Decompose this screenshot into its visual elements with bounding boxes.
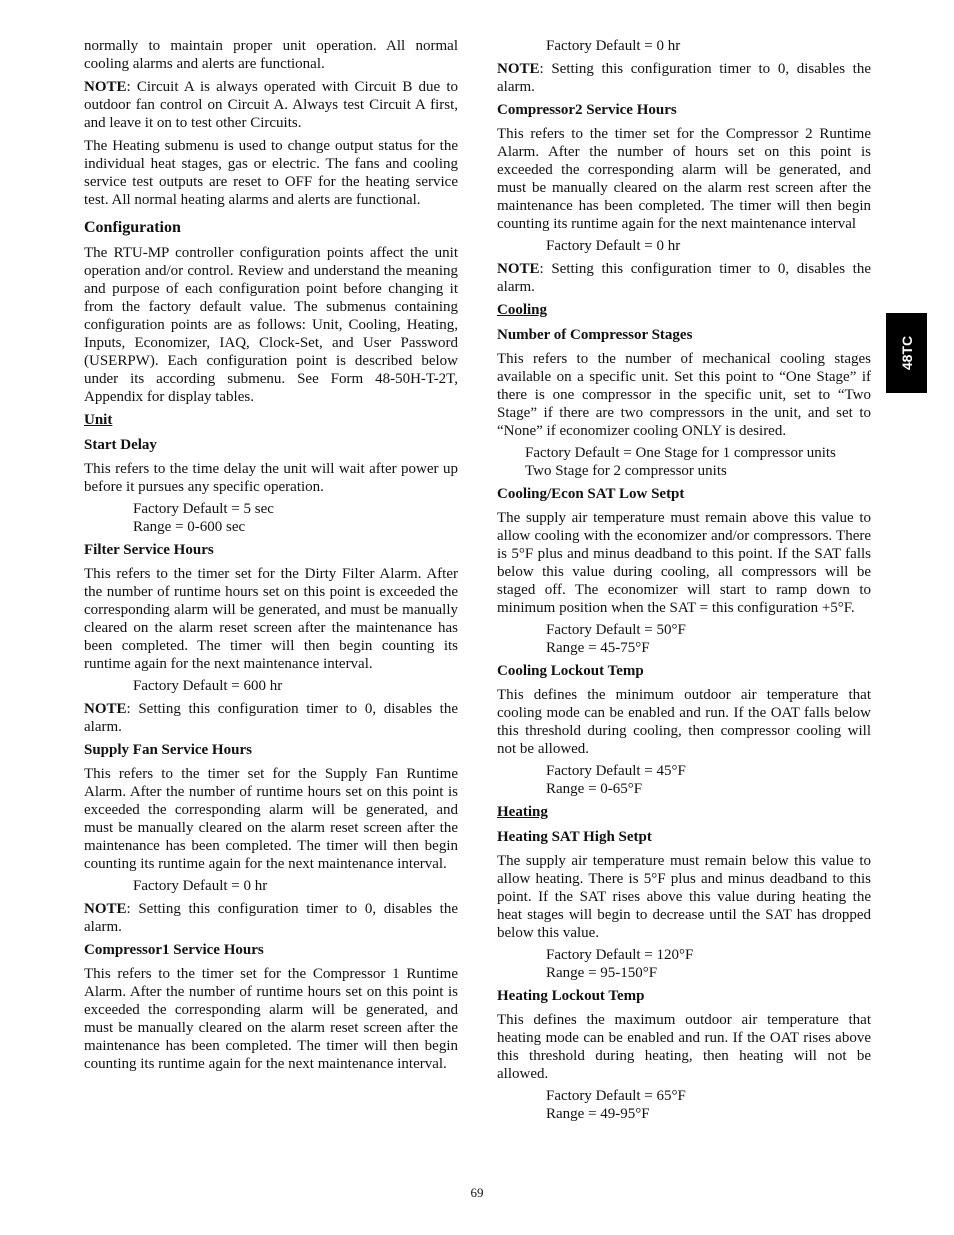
supply-fan-heading: Supply Fan Service Hours — [84, 742, 252, 758]
note-label: NOTE — [497, 61, 540, 77]
heating-section-heading: Heating — [497, 804, 548, 820]
heating-lockout-default: Factory Default = 65°F — [546, 1088, 686, 1104]
note-compressor1 — [497, 60, 871, 96]
note-compressor2 — [497, 260, 871, 296]
note-text: : Circuit A is always operated with Circuit B due to outdoor fan control on Circuit A. Always test Circuit A first, and leave it on to test other Circuits. — [84, 79, 458, 131]
sat-low-default: Factory Default = 50°F — [546, 622, 686, 638]
note-circuit — [84, 78, 458, 132]
side-tab-label: 48TC — [898, 335, 915, 371]
sat-low-paragraph: The supply air temperature must remain above this value to allow cooling with the economizer and/or compressors. There is 5°F plus and minus deadband to this point. If the SAT falls below this value during cooling, all compressors will be staged off. The economizer will start to ramp down to minimum position when the SAT = this configuration +5°F. — [497, 510, 871, 616]
note-label: NOTE — [497, 261, 540, 277]
configuration-heading: Configuration — [84, 219, 181, 236]
heating-lockout-paragraph: This defines the maximum outdoor air temperature that heating mode can be enabled and run. If the OAT rises above this threshold during heating, then heating will not be allowed. — [497, 1012, 871, 1082]
sat-low-heading: Cooling/Econ SAT Low Setpt — [497, 486, 685, 502]
configuration-paragraph: The RTU-MP controller configuration points affect the unit operation and/or control. Review and understand the meaning and purpose of each configuration point before changing it from the factory default value. The submenus containing configuration points are as follows: Unit, Cooling, Heating, Inputs, Economizer, IAQ, Clock-Set, and User Password (USERPW). Each configuration point is described below under its according submenu. See Form 48-50H-T-2T, Appendix for display tables. — [84, 245, 458, 405]
heating-submenu-paragraph: The Heating submenu is used to change output status for the individual heat stages, gas or electric. The fans and cooling service test outputs are reset to OFF for the heating service test. All normal heating alarms and alerts are functional. — [84, 138, 458, 208]
compressor-stages-default-2: Two Stage for 2 compressor units — [525, 463, 727, 479]
unit-section-heading: Unit — [84, 412, 113, 428]
cooling-section-heading: Cooling — [497, 302, 548, 318]
heating-lockout-range: Range = 49-95°F — [546, 1106, 650, 1122]
side-tab — [886, 313, 927, 393]
sat-high-range: Range = 95-150°F — [546, 965, 658, 981]
sat-low-range: Range = 45-75°F — [546, 640, 650, 656]
note-supply-fan — [84, 900, 458, 936]
sat-high-heading: Heating SAT High Setpt — [497, 829, 652, 845]
note-text: : Setting this configuration timer to 0, disables the alarm. — [497, 261, 871, 295]
compressor2-default: Factory Default = 0 hr — [546, 238, 681, 254]
page-number: 69 — [470, 1185, 484, 1200]
note-filter — [84, 700, 458, 736]
compressor-stages-heading: Number of Compressor Stages — [497, 327, 693, 343]
compressor1-default: Factory Default = 0 hr — [546, 38, 681, 54]
heating-lockout-heading: Heating Lockout Temp — [497, 988, 645, 1004]
compressor-stages-default: Factory Default = One Stage for 1 compressor units — [525, 445, 836, 461]
filter-service-default: Factory Default = 600 hr — [133, 678, 283, 694]
right-column — [497, 37, 871, 1128]
cooling-lockout-heading: Cooling Lockout Temp — [497, 663, 644, 679]
start-delay-heading: Start Delay — [84, 437, 157, 453]
compressor2-heading: Compressor2 Service Hours — [497, 102, 677, 118]
compressor1-paragraph: This refers to the timer set for the Compressor 1 Runtime Alarm. After the number of runtime hours set on this point is exceeded the corresponding alarm will be generated, and must be manually cleared on the alarm reset screen after the maintenance has been completed. The timer will then begin counting its runtime again for the next maintenance interval. — [84, 966, 458, 1072]
compressor1-heading: Compressor1 Service Hours — [84, 942, 264, 958]
intro-paragraph: normally to maintain proper unit operation. All normal cooling alarms and alerts are functional. — [84, 38, 458, 72]
filter-service-paragraph: This refers to the timer set for the Dirty Filter Alarm. After the number of runtime hours set on this point is exceeded the corresponding alarm will be generated, and must be manually cleared on the alarm reset screen after the maintenance has been completed. The timer will then begin counting its runtime again for the next maintenance interval. — [84, 566, 458, 672]
supply-fan-paragraph: This refers to the timer set for the Supply Fan Runtime Alarm. After the number of runtime hours set on this point is exceeded the corresponding alarm will be generated, and must be manually cleared on the alarm reset screen after the maintenance has been completed. The timer will then begin counting its runtime again for the next maintenance interval. — [84, 766, 458, 872]
supply-fan-default: Factory Default = 0 hr — [133, 878, 268, 894]
note-text: : Setting this configuration timer to 0, disables the alarm. — [497, 61, 871, 95]
start-delay-range: Range = 0-600 sec — [133, 519, 246, 535]
filter-service-heading: Filter Service Hours — [84, 542, 214, 558]
sat-high-default: Factory Default = 120°F — [546, 947, 694, 963]
note-label: NOTE — [84, 901, 127, 917]
start-delay-paragraph: This refers to the time delay the unit will wait after power up before it pursues any specific operation. — [84, 461, 458, 495]
compressor-stages-paragraph: This refers to the number of mechanical cooling stages available on a specific unit. Set this point to “One Stage” if there is one compressor in the specific unit, set to “Two Stage” if there are two compressors in the unit, and set to “None” if economizer cooling ONLY is desired. — [497, 351, 871, 439]
note-label: NOTE — [84, 79, 127, 95]
cooling-lockout-paragraph: This defines the minimum outdoor air temperature that cooling mode can be enabled and run. If the OAT falls below this threshold during cooling, then compressor cooling will not be allowed. — [497, 687, 871, 757]
sat-high-paragraph: The supply air temperature must remain below this value to allow heating. There is 5°F plus and minus deadband to this point. If the SAT rises above this value during heating the heat stages will begin to decrease until the SAT has dropped below this value. — [497, 853, 871, 941]
note-text: : Setting this configuration timer to 0, disables the alarm. — [84, 901, 458, 935]
note-text: : Setting this configuration timer to 0, disables the alarm. — [84, 701, 458, 735]
start-delay-default: Factory Default = 5 sec — [133, 501, 274, 517]
cooling-lockout-range: Range = 0-65°F — [546, 781, 643, 797]
note-label: NOTE — [84, 701, 127, 717]
cooling-lockout-default: Factory Default = 45°F — [546, 763, 686, 779]
left-column — [84, 37, 458, 1078]
compressor2-paragraph: This refers to the timer set for the Compressor 2 Runtime Alarm. After the number of hours set on this point is exceeded the corresponding alarm will be generated, and must be manually cleared on the alarm rest screen after the maintenance has been completed. The timer will then begin counting its runtime again for the next maintenance interval — [497, 126, 871, 232]
